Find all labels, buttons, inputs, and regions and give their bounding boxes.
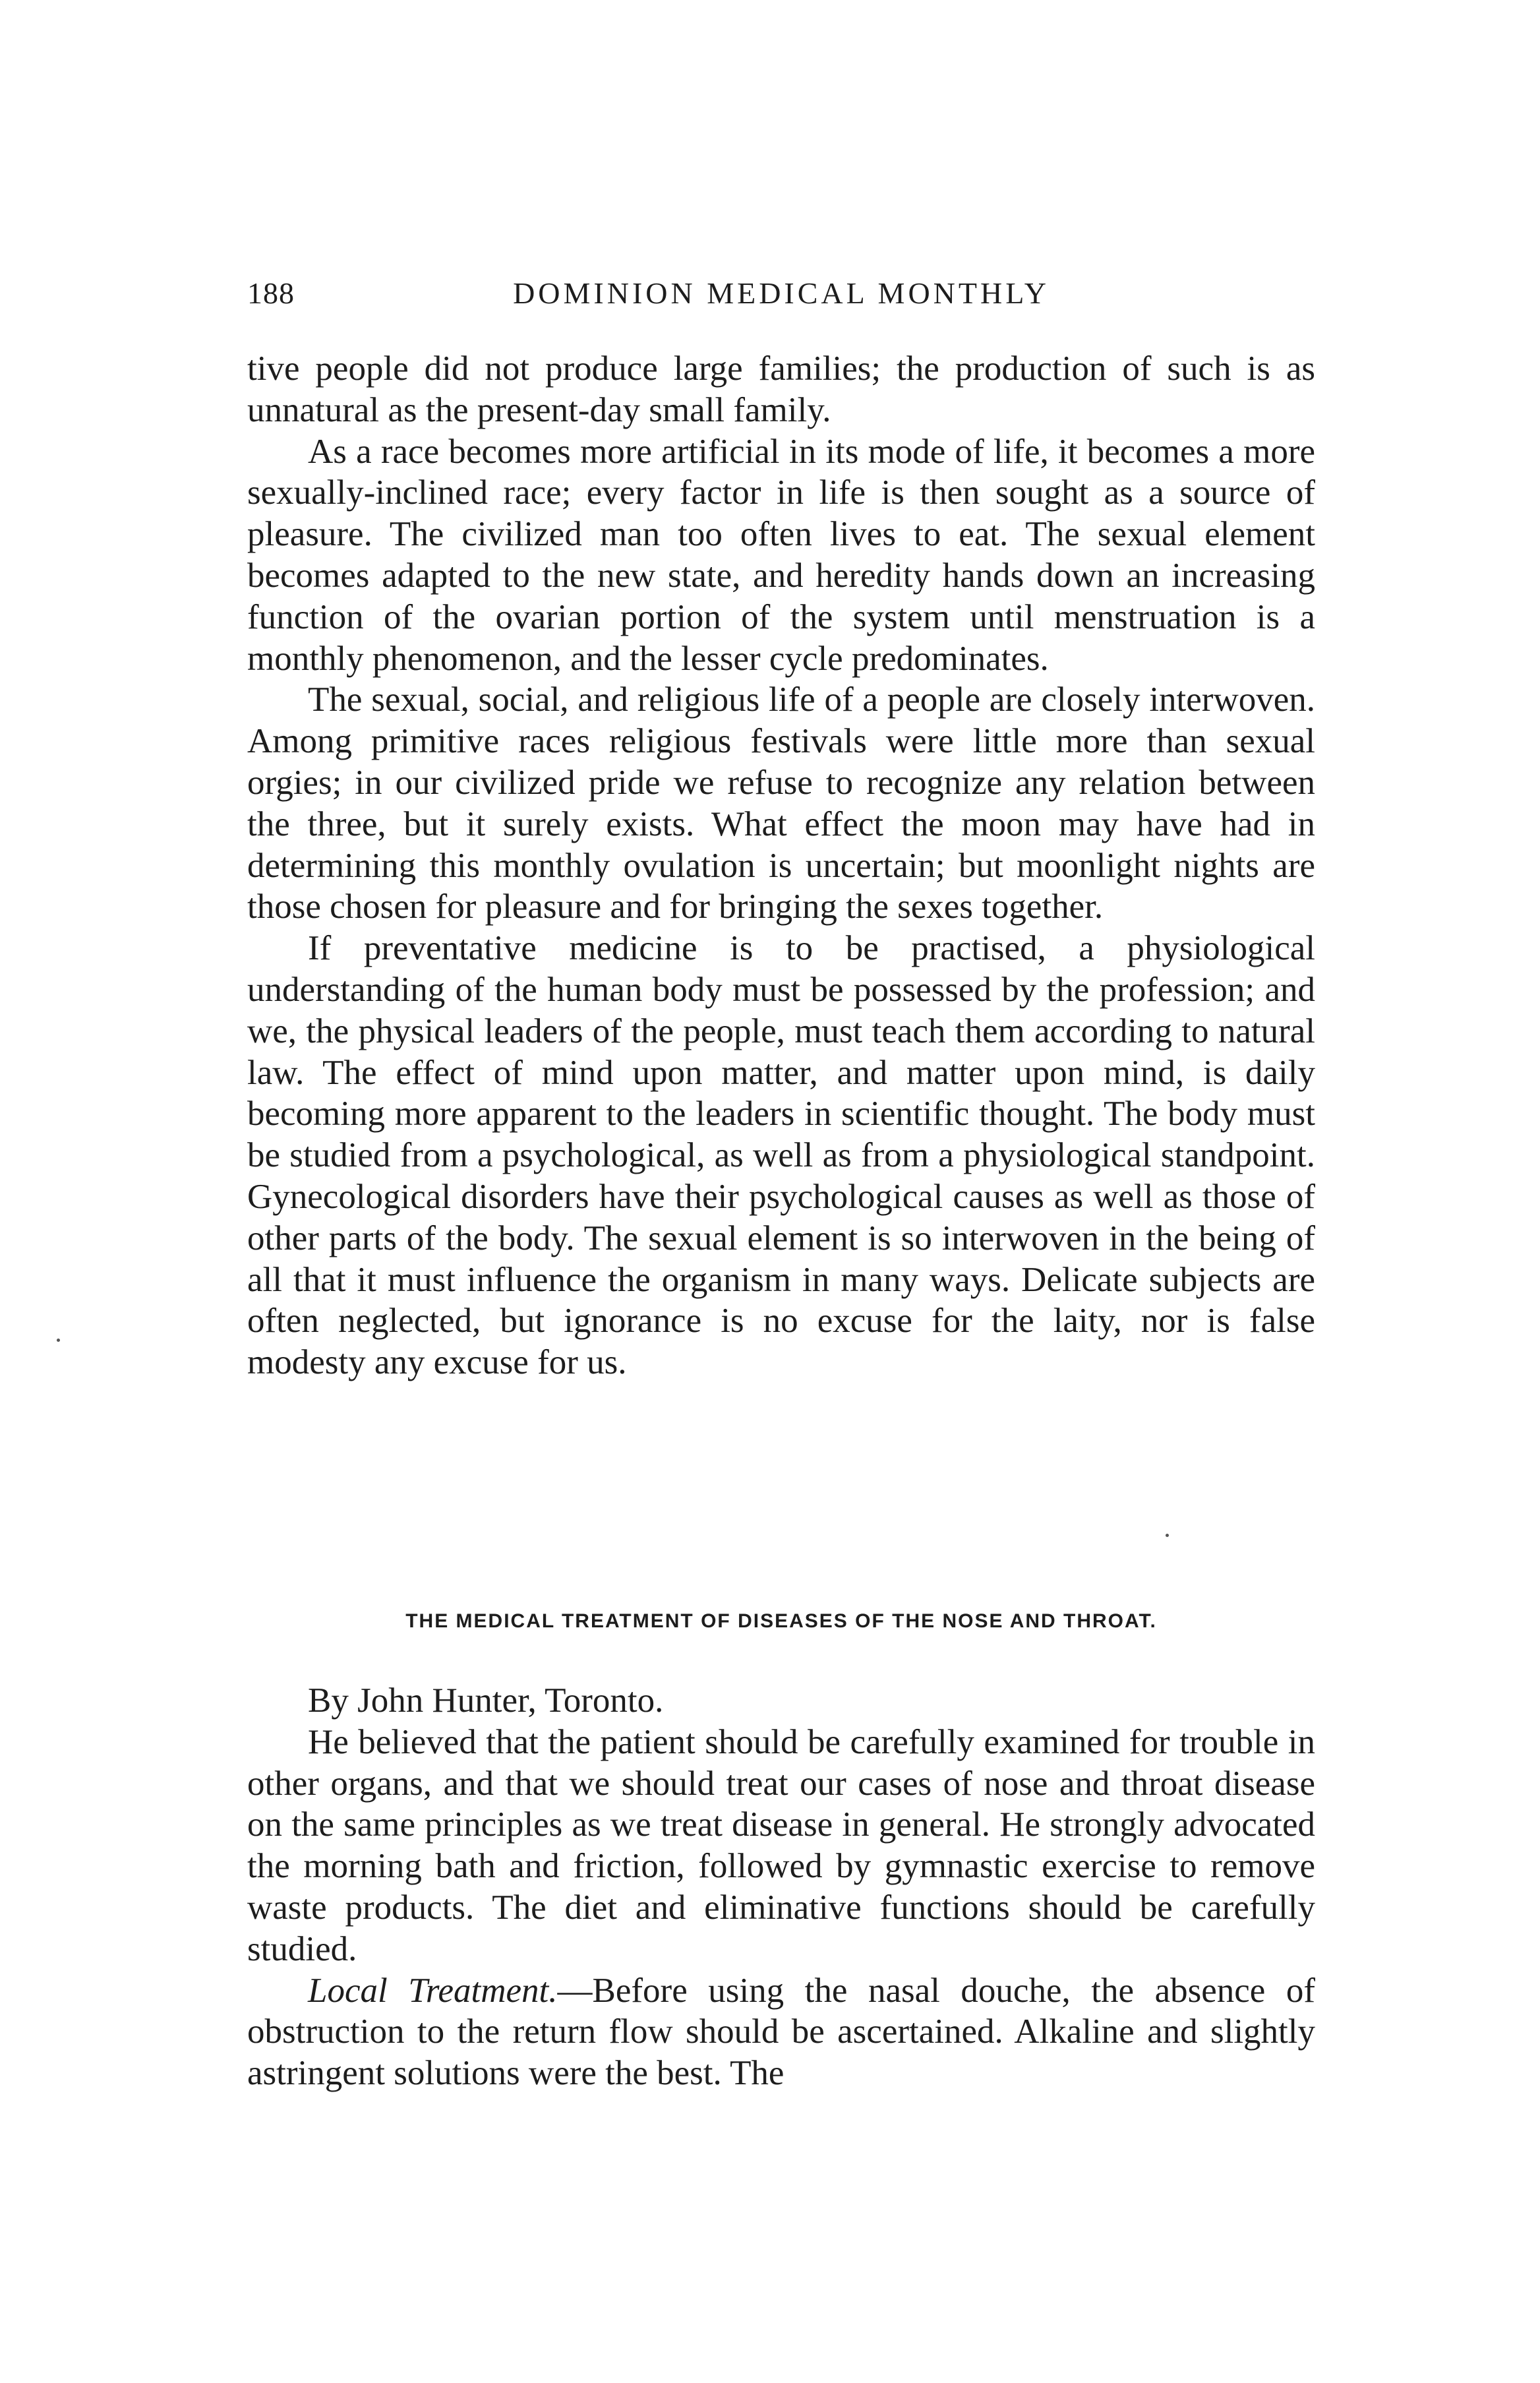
scan-speck [1166,1534,1169,1537]
page-number: 188 [247,276,295,310]
local-treatment-lead: Local Treatment. [308,1971,558,2010]
paragraph-continued: tive people did not produce large families; the production of such is as unnatural as the present-day small family. [247,349,1315,429]
running-head [247,276,1315,322]
paragraph: If preventative medicine is to be practised, a physiological understanding of the human body must be possessed by the profession; and we, the physical leaders of the people, must teach them according to natural law. The effect of mind upon matter, and matter upon mind, is daily becoming more apparent to the leaders in scientific thought. The body must be studied from a psychological, as well as from a physiological standpoint. Gynecological disorders have their psychological causes as well as those of other parts of the body. The sexual element is so interwoven in the being of all that it must influence the organism in many ways. Delicate subjects are often neglected, but ignorance is no excuse for the laity, nor is false modesty any excuse for us. [247,929,1315,1382]
byline: By John Hunter, Toronto. [308,1681,664,1720]
paragraph: As a race becomes more artificial in its mode of life, it becomes a more sexually-inclined race; every factor in life is then sought as a source of pleasure. The civilized man too often lives to eat. The sexual element becomes adapted to the new state, and heredity hands down an increasing function of the ovarian portion of the system until menstruation is a monthly phenomenon, and the lesser cycle predominates. [247,432,1315,678]
paragraph-local-treatment [247,1970,1315,2094]
section-heading: THE MEDICAL TREATMENT OF DISEASES OF THE NOSE AND THROAT. [405,1610,1157,1632]
local-treatment-text: —Before using the nasal douche, the absence of obstruction to the return flow should be ascertained. Alkaline and slightly astringent solutions were the best. The [247,1971,1315,2093]
paragraph: The sexual, social, and religious life of a people are closely interwoven. Among primitive races religious festivals were little more than sexual orgies; in our civilized pride we refuse to recognize any relation between the three, but it surely exists. What effect the moon may have had in determining this monthly ovulation is uncertain; but moonlight nights are those chosen for pleasure and for bringing the sexes together. [247,680,1315,926]
article-continuation [247,348,1315,1383]
scan-speck [57,1339,60,1342]
journal-title: DOMINION MEDICAL MONTHLY [513,276,1050,310]
paragraph: He believed that the patient should be carefully examined for trouble in other organs, and that we should treat our cases of nose and throat disease on the same principles as we treat disease in general. He strongly advocated the morning bath and friction, followed by gymnastic exercise to remove waste products. The diet and eliminative functions should be carefully studied. [247,1722,1315,1968]
article-nose-throat [247,1680,1315,2094]
